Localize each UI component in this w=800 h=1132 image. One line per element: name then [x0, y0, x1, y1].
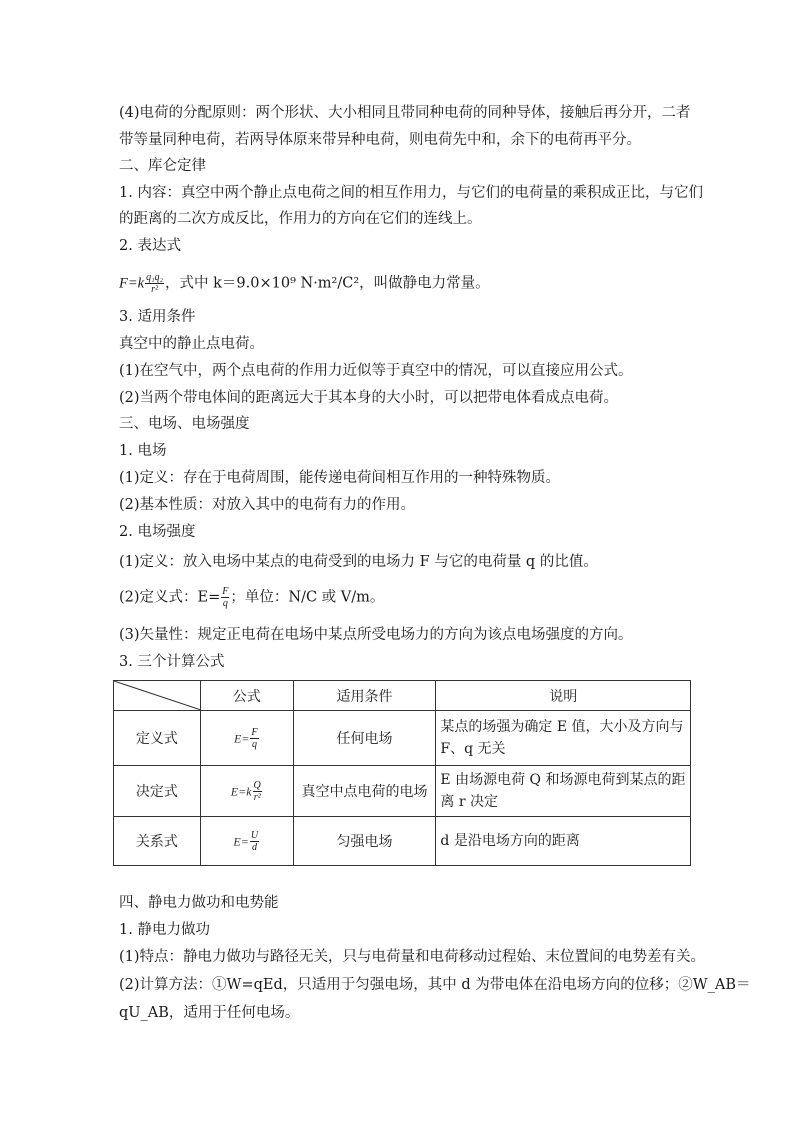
table-row [114, 711, 691, 766]
subheading: 3. 三个计算公式 [119, 654, 225, 670]
row-condition: 任何电场 [293, 711, 436, 766]
row-condition: 匀强电场 [293, 817, 436, 866]
table-header: 公式 [200, 681, 293, 711]
formula-text: ，式中 k＝9.0×10⁹ N·m²/C²，叫做静电力常量。 [165, 275, 490, 292]
table-header: 适用条件 [293, 681, 436, 711]
row-formula: E=k $\frac{Q}{\text{r²}}$ [200, 766, 293, 817]
text-line: qU_AB，适用于任何电场。 [119, 1005, 300, 1021]
formula-lhs: F=k [119, 275, 145, 292]
row-description: E 由场源电荷 Q 和场源电荷到某点的距 离 r 决定 [436, 766, 691, 817]
formula-fraction: $\frac{F}{q}$ [222, 586, 229, 609]
text-line: (1)在空气中，两个点电荷的作用力近似等于真空中的情况，可以直接应用公式。 [119, 363, 633, 379]
text-line: (1)定义：存在于电荷周围，能传递电荷间相互作用的一种特殊物质。 [119, 470, 561, 486]
formula-lhs: (2)定义式：E= [119, 589, 221, 606]
row-condition: 真空中点电荷的电场 [293, 766, 436, 817]
section-heading: 四、静电力做功和电势能 [119, 895, 279, 911]
table-row [114, 817, 691, 866]
subheading: 1. 静电力做功 [119, 922, 210, 938]
subheading: 2. 电场强度 [119, 524, 196, 540]
text-line: (2)计算方法：①W=qEd，只适用于匀强电场，其中 d 为带电体在沿电场方向的位移；②W_AB＝ [119, 977, 751, 993]
row-formula: E= $\frac{F}{q}$ [200, 711, 293, 766]
text-line: 真空中的静止点电荷。 [119, 336, 264, 352]
formula-table [113, 680, 691, 866]
formula-line [119, 586, 384, 609]
formula-fraction: $\frac{\text{q₁q₂}}{\text{r²}}$ [146, 272, 164, 295]
text-line: 的距离的二次方成反比，作用力的方向在它们的连线上。 [119, 211, 482, 227]
table-row [114, 766, 691, 817]
text-line: 带等量同种电荷，若两导体原来带异种电荷，则电荷先中和，余下的电荷再平分。 [119, 132, 641, 148]
row-name: 决定式 [114, 766, 201, 817]
text-line: (4)电荷的分配原则：两个形状、大小相同且带同种电荷的同种导体，接触后再分开，二者 [119, 105, 691, 121]
section-heading: 三、电场、电场强度 [119, 416, 250, 432]
text-line: 1. 内容：真空中两个静止点电荷之间的相互作用力，与它们的电荷量的乘积成正比，与它们 [119, 185, 703, 201]
text-line: (2)当两个带电体间的距离远大于其本身的大小时，可以把带电体看成点电荷。 [119, 390, 619, 406]
row-description: d 是沿电场方向的距离 [436, 817, 691, 866]
text-line: (3)矢量性：规定正电荷在电场中某点所受电场力的方向为该点电场强度的方向。 [119, 627, 633, 643]
subheading: 1. 电场 [119, 443, 167, 459]
row-formula: E= $\frac{U}{d}$ [200, 817, 293, 866]
subheading: 3. 适用条件 [119, 309, 196, 325]
formula-text: ；单位：N/C 或 V/m。 [230, 589, 385, 606]
text-line: (1)定义：放入电场中某点的电荷受到的电场力 F 与它的电荷量 q 的比值。 [119, 554, 598, 570]
subheading: 2. 表达式 [119, 238, 181, 254]
table-corner-cell [114, 681, 201, 711]
row-description: 某点的场强为确定 E 值，大小及方向与 F、q 无关 [436, 711, 691, 766]
diagonal-line-icon [114, 681, 200, 710]
row-name: 关系式 [114, 817, 201, 866]
text-line: (1)特点：静电力做功与路径无关，只与电荷量和电荷移动过程始、末位置间的电势差有关。 [119, 949, 706, 965]
row-name: 定义式 [114, 711, 201, 766]
formula-line [119, 272, 490, 295]
text-line: (2)基本性质：对放入其中的电荷有力的作用。 [119, 497, 416, 513]
section-heading: 二、库仑定律 [119, 158, 206, 174]
table-header: 说明 [436, 681, 691, 711]
